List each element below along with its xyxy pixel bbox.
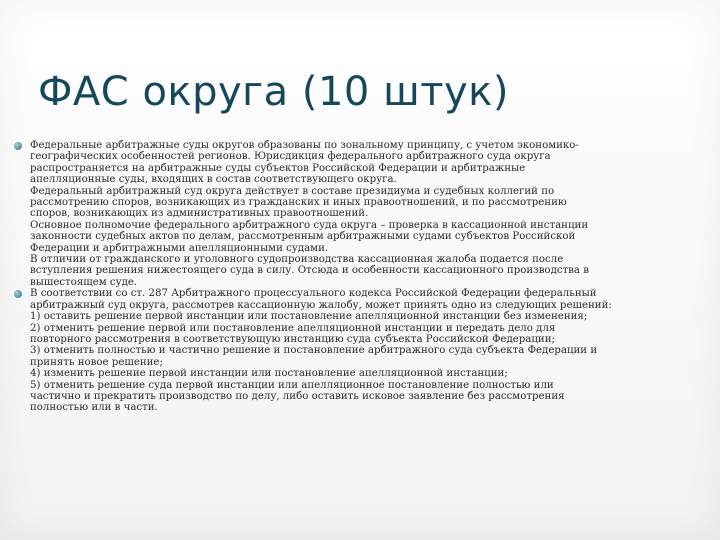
bullet-text-line: 3) отменить полностью и частично решение и постановление арбитражного суда субъекта Федерации и — [30, 345, 598, 357]
bullet-text-line: 1) оставить решение первой инстанции или постановление апелляционной инстанции без изменения; — [30, 311, 588, 323]
bullet-text-line: 4) изменить решение первой инстанции или постановление апелляционной инстанции; — [30, 368, 508, 380]
bullet-text-line: апелляционные суды, входящих в состав соответствующего округа. — [30, 174, 397, 186]
bullet-text-line: распространяется на арбитражные суды субъектов Российской Федерации и арбитражные — [30, 162, 526, 174]
bullet-text-line: Федерации и арбитражными апелляционными судами. — [30, 242, 329, 254]
bullet-text-line: В соответствии со ст. 287 Арбитражного процессуального кодекса Российской Федерации федеральный — [30, 288, 597, 300]
bullet-text-line: Федеральный арбитражный суд округа действует в составе президиума и судебных коллегий по — [30, 185, 555, 197]
bullet-text-line: 5) отменить решение суда первой инстанции или апелляционное постановление полностью или — [30, 379, 554, 391]
bullet-item — [14, 288, 714, 413]
bullet-text-line: арбитражный суд округа, рассмотрев кассационную жалобу, может принять одно из следующих решений: — [30, 299, 612, 311]
bullet-text-line: принять новое решение; — [30, 356, 163, 368]
bullet-text-line: частично и прекратить производство по делу, либо оставить исковое заявление без рассмотрения — [30, 390, 565, 402]
bullet-text-line: рассмотрению споров, возникающих из гражданских и иных правоотношений, и по рассмотрению — [30, 197, 567, 209]
round-bullet-icon — [14, 290, 22, 298]
bullet-text-line: повторного рассмотрения в соответствующую инстанцию суда субъекта Российской Федерации; — [30, 333, 555, 345]
bullet-text-line: Федеральные арбитражные суды округов образованы по зональному принципу, с учетом экономико- — [30, 140, 579, 151]
bullet-text-line: Основное полномочие федерального арбитражного суда округа – проверка в кассационной инстанции — [30, 219, 589, 231]
round-bullet-icon — [14, 142, 22, 150]
bullet-text-line: полностью или в части. — [30, 402, 158, 414]
bullet-text-line: вышестоящем суде. — [30, 276, 138, 288]
bullet-item — [14, 140, 714, 288]
bullet-text-line: географических особенностей регионов. Юрисдикция федерального арбитражного суда округа — [30, 151, 551, 163]
bullet-text-line: В отличии от гражданского и уголовного судопроизводства кассационная жалоба подается после — [30, 254, 564, 266]
bullet-text-line: 2) отменить решение первой или постановление апелляционной инстанции и передать дело для — [30, 322, 556, 334]
slide-body — [14, 140, 714, 414]
bullet-text-line: законности судебных актов по делам, рассмотренным арбитражными судами субъектов Российской — [30, 231, 576, 243]
bullet-text-line: вступления решения нижестоящего суда в силу. Отсюда и особенности кассационного производства в — [30, 265, 589, 277]
slide-title: ФАС округа (10 штук) — [38, 69, 509, 115]
bullet-text-line: споров, возникающих из административных правоотношений. — [30, 208, 369, 220]
